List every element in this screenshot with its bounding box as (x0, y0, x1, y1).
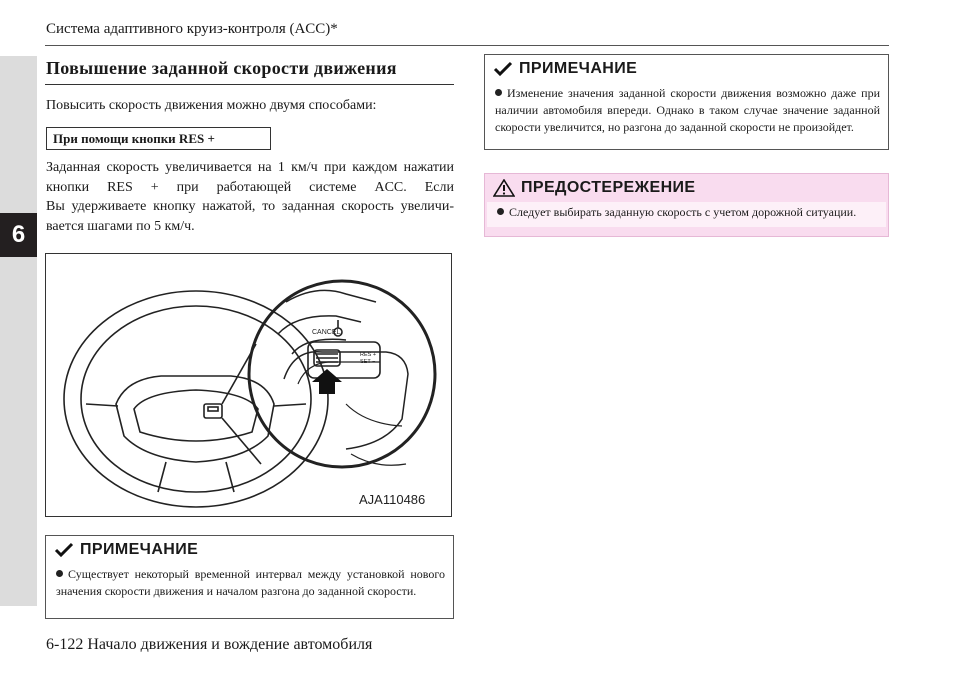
wheel-outer-rim (64, 291, 328, 507)
cancel-label: CANCEL (312, 329, 341, 336)
note-box-right (484, 54, 889, 150)
note-box-left (45, 535, 454, 619)
note-heading-text: ПРИМЕЧАНИЕ (519, 60, 638, 77)
check-mark-icon (493, 61, 513, 77)
note-heading (485, 55, 888, 83)
figure-code: AJA110486 (359, 492, 426, 507)
note-body (485, 83, 888, 142)
note-text: Существует некоторый временной интервал между установкой нового значения скорости движения и началом разгона до заданной скорости. (56, 567, 445, 598)
caution-text: Следует выбирать заданную скорость с учетом дорожной ситуации. (509, 205, 857, 219)
note-body (46, 564, 453, 606)
caution-box (484, 173, 889, 237)
note-text: Изменение значения заданной скорости движения возможно даже при наличии автомобиля впереди. Однако в таком случае значение заданной скорости увеличится, но разгона до заданной скорости не произойдет. (495, 86, 880, 134)
bullet-icon (56, 570, 63, 577)
paragraph-line: Заданная скорость увеличивается на 1 км/ч при каждом нажатии (46, 160, 454, 175)
warning-triangle-icon (493, 179, 515, 197)
caution-body (487, 202, 886, 227)
header-divider (45, 45, 889, 46)
subsection-title: При помощи кнопки RES + (46, 127, 271, 150)
wheel-airbag-pad (134, 390, 258, 441)
caution-heading (485, 174, 888, 202)
res-label: RES + (360, 352, 377, 358)
section-divider (45, 84, 454, 85)
check-mark-icon (54, 542, 74, 558)
zoom-circle (249, 281, 435, 467)
note-heading-text: ПРИМЕЧАНИЕ (80, 541, 199, 558)
paragraph-line: кнопки RES + при работающей системе ACC. Если (46, 179, 454, 195)
caution-heading-text: ПРЕДОСТЕРЕЖЕНИЕ (521, 179, 696, 196)
wheel-inner-rim (81, 306, 311, 492)
set-label: SET − (360, 359, 376, 365)
footer-page-number: 6-122 Начало движения и вождение автомобиля (46, 636, 373, 653)
intro-text: Повысить скорость движения можно двумя способами: (46, 98, 377, 113)
section-title: Повышение заданной скорости движения (46, 58, 397, 78)
body-paragraph (46, 158, 454, 236)
header-title: Система адаптивного круиз-контроля (ACC)* (46, 21, 338, 37)
chapter-side-tab (0, 56, 37, 606)
steering-wheel-figure (45, 253, 452, 517)
note-heading (46, 536, 453, 564)
chapter-number: 6 (0, 213, 37, 257)
paragraph-line: вается шагами по 5 км/ч. (46, 218, 195, 234)
steering-wheel-illustration (46, 254, 452, 517)
bullet-icon (495, 89, 502, 96)
bullet-icon (497, 208, 504, 215)
paragraph-line: Вы удерживаете кнопку нажатой, то заданная скорость увеличи- (46, 199, 454, 214)
up-arrow-icon (312, 369, 342, 394)
